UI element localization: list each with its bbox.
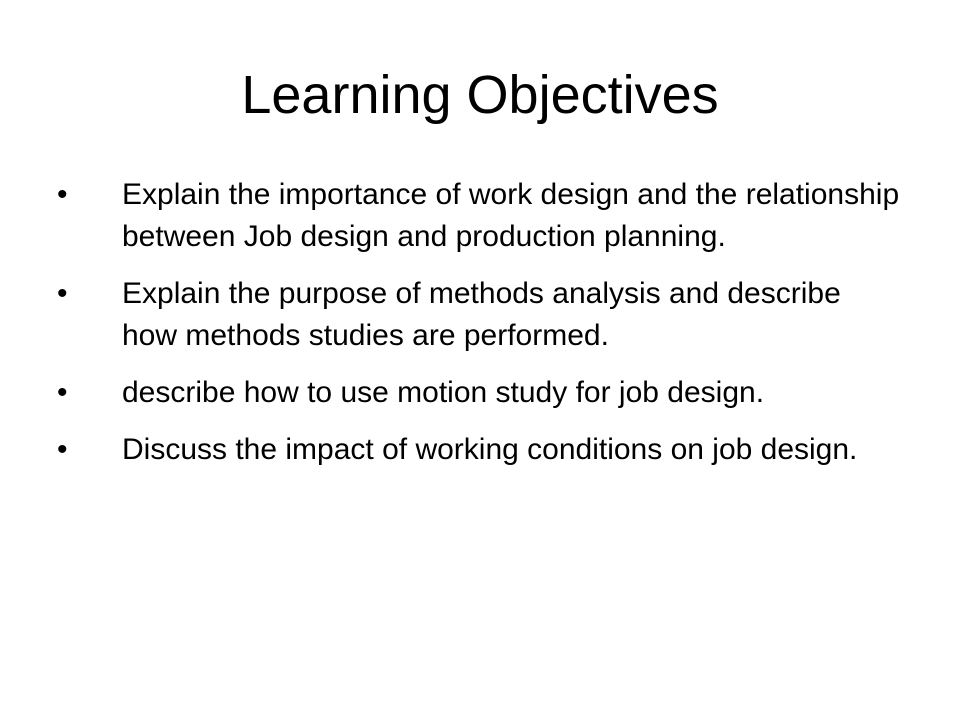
bullet-text: Discuss the impact of working conditions on job design. xyxy=(122,433,858,466)
bullet-icon: • xyxy=(57,178,68,211)
bullet-text: Explain the purpose of methods analysis and describe how methods studies are performed. xyxy=(122,277,841,352)
list-item xyxy=(0,174,960,258)
bullet-text: Explain the importance of work design and the relationship between Job design and production planning. xyxy=(122,178,900,253)
bullet-icon: • xyxy=(57,277,68,310)
list-item xyxy=(0,429,960,471)
list-item xyxy=(0,273,960,357)
list-item xyxy=(0,372,960,414)
bullet-icon: • xyxy=(57,376,68,409)
bullet-text: describe how to use motion study for job design. xyxy=(122,376,765,409)
objectives-list xyxy=(0,174,960,486)
bullet-icon: • xyxy=(57,433,68,466)
slide-title: Learning Objectives xyxy=(241,65,719,125)
